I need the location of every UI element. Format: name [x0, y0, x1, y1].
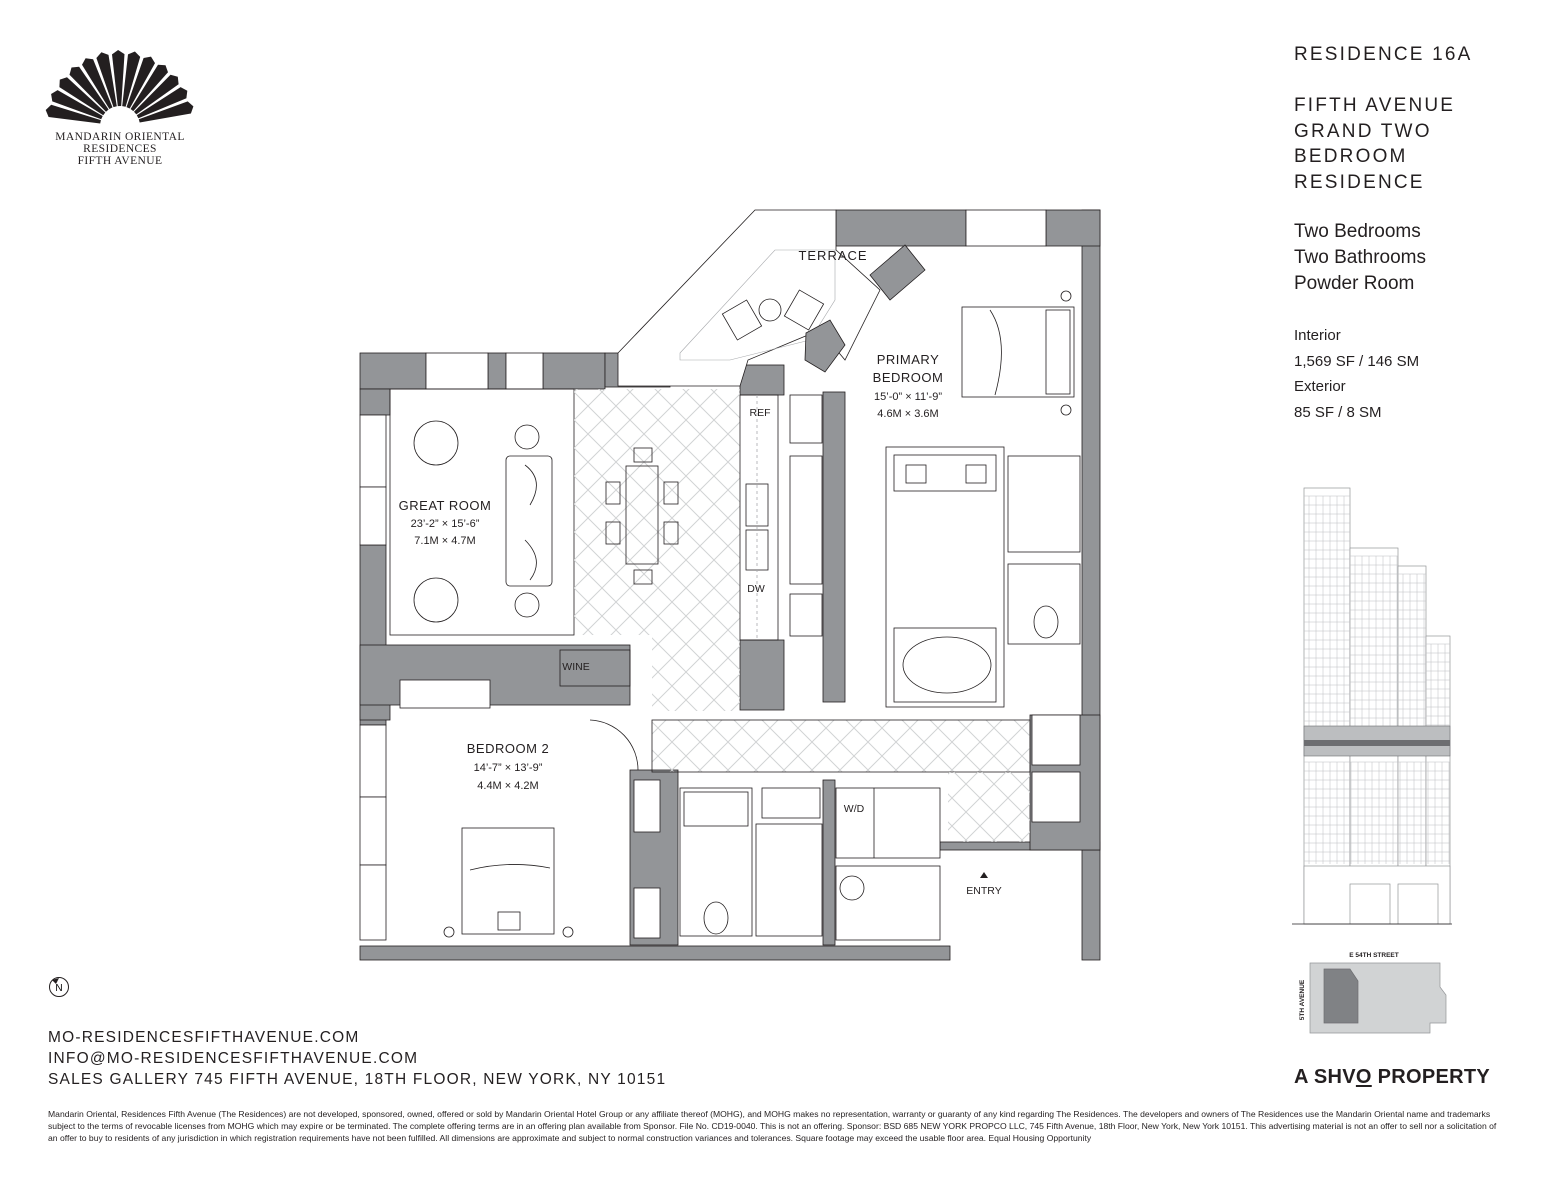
feature-bedrooms: Two Bedrooms	[1294, 221, 1421, 242]
brand-name: MANDARIN ORIENTAL	[55, 131, 185, 143]
hallway	[652, 720, 1030, 772]
label-bedroom-2: BEDROOM 2	[466, 741, 550, 756]
developer-logo: A SHVO PROPERTY	[1294, 1066, 1491, 1088]
dim-primary-bedroom-ft: 15’-0” × 11’-9”	[874, 391, 942, 403]
residence-title-4: RESIDENCE	[1294, 171, 1425, 193]
dim-primary-bedroom-m: 4.6M × 3.6M	[877, 408, 939, 420]
label-dw: DW	[747, 583, 765, 595]
residence-unit: RESIDENCE 16A	[1294, 44, 1473, 65]
brand-logo	[40, 48, 200, 178]
residence-title-1: FIFTH AVENUE	[1294, 95, 1456, 116]
contact-email[interactable]: INFO@MO-RESIDENCESFIFTHAVENUE.COM	[48, 1050, 419, 1067]
contact-website[interactable]: MO-RESIDENCESFIFTHAVENUE.COM	[48, 1029, 360, 1046]
label-avenue: 5TH AVENUE	[1299, 979, 1306, 1021]
north-arrow-icon	[48, 976, 70, 998]
compass-label: N	[55, 983, 63, 994]
dim-bedroom-2-m: 4.4M × 4.2M	[477, 780, 539, 792]
exterior-value: 85 SF / 8 SM	[1294, 403, 1382, 421]
floor-plan	[350, 205, 1110, 970]
label-primary-bedroom-2: BEDROOM	[872, 370, 944, 385]
building-elevation	[1292, 486, 1452, 926]
dim-bedroom-2-ft: 14’-7” × 13’-9”	[473, 762, 543, 774]
dim-great-room-m: 7.1M × 4.7M	[414, 535, 476, 547]
interior-value: 1,569 SF / 146 SM	[1294, 352, 1420, 370]
dim-great-room-ft: 23’-2” × 15’-6”	[410, 518, 480, 530]
exterior-label: Exterior	[1294, 378, 1346, 395]
feature-powder-room: Powder Room	[1294, 273, 1415, 294]
label-street: E 54TH STREET	[1349, 952, 1399, 959]
feature-bathrooms: Two Bathrooms	[1294, 247, 1426, 268]
fan-icon	[40, 48, 200, 128]
label-ref: REF	[749, 407, 771, 419]
site-plan	[1290, 945, 1450, 1035]
label-wd: W/D	[843, 803, 865, 815]
brand-residences: RESIDENCES	[83, 143, 157, 155]
contact-gallery: SALES GALLERY 745 FIFTH AVENUE, 18TH FLOOR, NEW YORK, NY 10151	[48, 1071, 667, 1088]
legal-disclaimer: Mandarin Oriental, Residences Fifth Avenue (The Residences) are not developed, sponsored, owned, offered or sold by Mandarin Oriental Hotel Group or any affiliate thereof (MOHG), and MOHG makes no representation, warranty or guaranty of any kind regarding The Residences. The developers and owners of The Residences use the Mandarin Oriental name and trademarks subject to the terms of revocable licenses from MOHG which may expire or be terminated. The complete offering terms are in an offering plan available from Sponsor. File No. CD19-0040. This is not an offering. Sponsor: BSD 685 NEW YORK PROPCO LLC, 745 Fifth Avenue, 18th Floor, New York, New York 10151. This advertising material is not an offer to sell nor a solicitation of an offer to buy to residents of any jurisdiction in which registration requirements have not been fulfilled. All dimensions are approximate and subject to normal construction variances and tolerances. Square footage may exceed the usable floor area. Equal Housing Opportunity	[48, 1109, 1497, 1143]
label-primary-bedroom-1: PRIMARY	[876, 352, 940, 367]
interior-label: Interior	[1294, 327, 1341, 344]
label-entry: ENTRY	[966, 885, 1002, 897]
label-wine: WINE	[562, 661, 590, 673]
residence-title-2: GRAND TWO	[1294, 120, 1432, 142]
residence-title-3: BEDROOM	[1294, 146, 1408, 167]
label-great-room: GREAT ROOM	[398, 498, 492, 513]
label-terrace: TERRACE	[798, 248, 868, 263]
brand-fifth-avenue: FIFTH AVENUE	[77, 155, 163, 167]
